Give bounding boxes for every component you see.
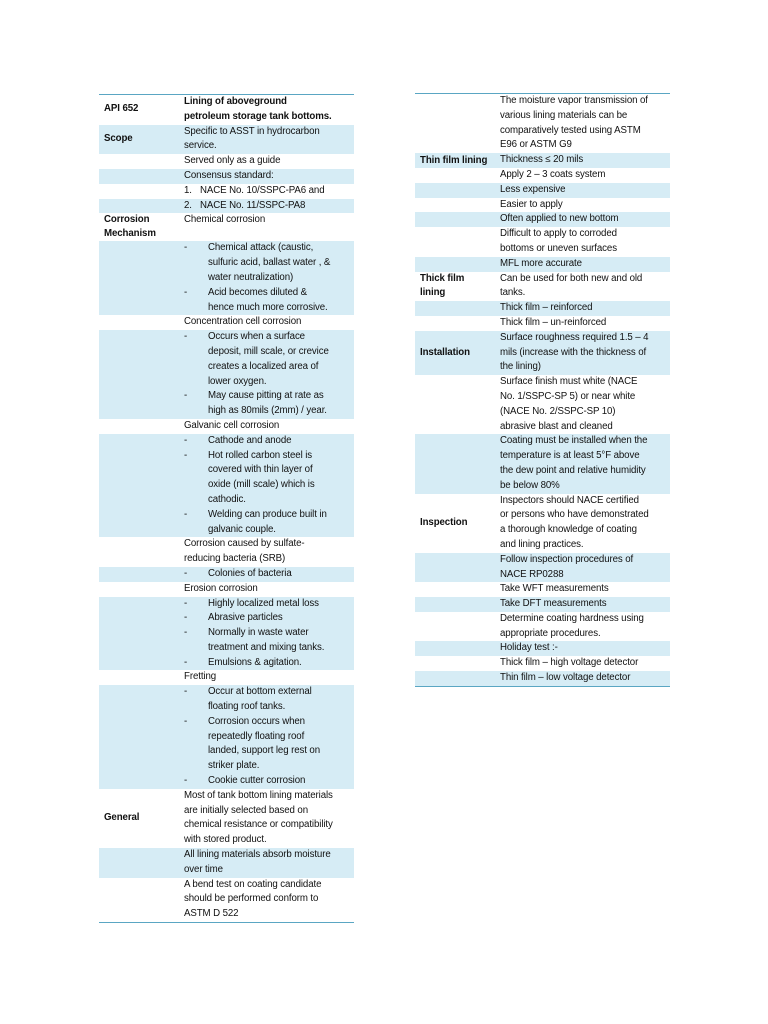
content-line: temperature is at least 5°F above [500, 450, 640, 462]
row-content [495, 168, 670, 183]
content-line: Holiday test :- [500, 642, 558, 654]
table-row [415, 94, 670, 154]
table-row [99, 95, 354, 125]
content-line: comparatively tested using ASTM [500, 124, 641, 136]
row-label [99, 199, 179, 214]
row-label [99, 315, 179, 330]
dash-bullet-item [184, 774, 351, 789]
content-line: abrasive blast and cleaned [500, 420, 613, 432]
row-content [495, 331, 670, 375]
row-content [495, 597, 670, 612]
content-line: E96 or ASTM G9 [500, 139, 572, 151]
content-line: A bend test on coating candidate [184, 878, 322, 890]
dash-marker: - [184, 286, 188, 298]
table-row [99, 169, 354, 184]
numbered-item [184, 184, 351, 199]
row-label: General [104, 812, 140, 824]
bullet-line: Cathode and anode [208, 434, 292, 446]
content-line: tanks. [500, 287, 526, 299]
content-line: MFL more accurate [500, 257, 582, 269]
table-row [99, 330, 354, 419]
bullet-line: Highly localized metal loss [208, 597, 319, 609]
table-row [99, 125, 354, 155]
table-row [415, 316, 670, 331]
table-row [415, 168, 670, 183]
table-row [415, 656, 670, 671]
table-row [99, 567, 354, 582]
content-line: Take WFT measurements [500, 583, 609, 595]
content-line: a thorough knowledge of coating [500, 524, 637, 536]
table-row [99, 154, 354, 169]
row-content [495, 553, 670, 583]
row-content [179, 419, 354, 434]
content-line: petroleum storage tank bottoms. [184, 110, 332, 122]
row-label [415, 553, 495, 583]
row-label [99, 434, 179, 538]
dash-bullet-item [184, 241, 351, 285]
table-row [415, 257, 670, 272]
bullet-line: Corrosion occurs when [208, 715, 305, 727]
row-content [179, 241, 354, 315]
bullet-line: Colonies of bacteria [208, 567, 292, 579]
dash-marker: - [184, 715, 188, 727]
row-label: Thin film lining [415, 153, 495, 168]
table-row [415, 227, 670, 257]
table-row [415, 671, 670, 686]
table-row [99, 670, 354, 685]
row-content [495, 227, 670, 257]
bullet-line: Welding can produce built in [208, 508, 327, 520]
table-row [415, 597, 670, 612]
row-label [415, 94, 495, 154]
content-line: All lining materials absorb moisture [184, 849, 331, 861]
table-row [99, 878, 354, 923]
content-line: Served only as a guide [184, 155, 281, 167]
row-content [179, 537, 354, 567]
content-line: (NACE No. 2/SSPC-SP 10) [500, 405, 616, 417]
table-row [415, 641, 670, 656]
bullet-line: creates a localized area of [208, 360, 319, 372]
content-line: and lining practices. [500, 538, 584, 550]
row-content [495, 316, 670, 331]
content-line: Thick film – un-reinforced [500, 316, 607, 328]
row-content [179, 213, 354, 241]
dash-bullet-item [184, 508, 351, 538]
bullet-line: floating roof tanks. [208, 701, 286, 713]
content-line: Apply 2 – 3 coats system [500, 168, 606, 180]
bullet-line: Normally in waste water [208, 627, 309, 639]
row-label [415, 168, 495, 183]
row-label: API 652 [104, 103, 139, 115]
table-row [415, 494, 670, 553]
row-label [415, 597, 495, 612]
table-row [415, 582, 670, 597]
row-content [495, 212, 670, 227]
content-line: appropriate procedures. [500, 627, 601, 639]
table-row [415, 553, 670, 583]
row-label [415, 671, 495, 686]
table-row [415, 153, 670, 168]
row-label [99, 597, 179, 671]
row-content [179, 95, 354, 125]
row-label [415, 257, 495, 272]
content-line: with stored product. [184, 834, 267, 846]
content-line: ASTM D 522 [184, 908, 239, 920]
content-line: Erosion corrosion [184, 582, 258, 594]
dash-marker: - [184, 449, 188, 461]
row-content [179, 315, 354, 330]
content-line: are initially selected based on [184, 804, 308, 816]
content-line: should be performed conform to [184, 893, 319, 905]
content-line: Thin film – low voltage detector [500, 672, 631, 684]
row-label [415, 212, 495, 227]
content-line: Surface finish must white (NACE [500, 376, 638, 388]
content-line: Often applied to new bottom [500, 213, 619, 225]
row-label: Corrosion Mechanism [104, 214, 156, 240]
row-content [179, 670, 354, 685]
content-line: Fretting [184, 671, 217, 683]
row-label [415, 316, 495, 331]
row-content [179, 434, 354, 538]
bullet-line: oxide (mill scale) which is [208, 479, 315, 491]
bullet-line: hence much more corrosive. [208, 301, 328, 313]
row-content [495, 183, 670, 198]
row-label [99, 537, 179, 567]
table-row [99, 434, 354, 538]
bullet-line: Cookie cutter corrosion [208, 775, 306, 787]
row-content [179, 154, 354, 169]
row-label [99, 878, 179, 923]
content-line: the lining) [500, 361, 541, 373]
right-table-body [415, 94, 670, 687]
row-content [495, 671, 670, 686]
content-line: Consensus standard: [184, 169, 274, 181]
item-number: 1. [184, 184, 192, 196]
dash-bullet-item [184, 715, 351, 774]
row-label [99, 685, 179, 789]
row-label: Scope [99, 125, 179, 155]
row-label [415, 582, 495, 597]
bullet-line: Occurs when a surface [208, 331, 305, 343]
content-line: Determine coating hardness using [500, 612, 644, 624]
row-label [415, 656, 495, 671]
table-row [99, 537, 354, 567]
row-label: Inspection [420, 517, 468, 529]
row-content [495, 272, 670, 302]
dash-marker: - [184, 434, 188, 446]
bullet-line: Hot rolled carbon steel is [208, 449, 313, 461]
row-content [495, 434, 670, 493]
row-label [99, 169, 179, 184]
dash-bullet-item [184, 597, 351, 612]
row-content [179, 169, 354, 184]
bullet-line: May cause pitting at rate as [208, 390, 324, 402]
bullet-line: deposit, mill scale, or crevice [208, 345, 329, 357]
row-content [495, 257, 670, 272]
dash-bullet-item [184, 685, 351, 715]
content-line: be below 80% [500, 479, 560, 491]
dash-bullet-item [184, 330, 351, 389]
item-number: 2. [184, 199, 192, 211]
bullet-line: repeatedly floating roof [208, 730, 305, 742]
content-line: Most of tank bottom lining materials [184, 789, 333, 801]
content-line: Corrosion caused by sulfate- [184, 538, 305, 550]
content-line: Less expensive [500, 183, 566, 195]
dash-marker: - [184, 242, 188, 254]
content-line: Inspectors should NACE certified [500, 494, 639, 506]
dash-marker: - [184, 567, 188, 579]
table-row [99, 315, 354, 330]
row-label [415, 641, 495, 656]
table-row [99, 184, 354, 199]
row-label [99, 419, 179, 434]
row-content [179, 125, 354, 155]
dash-bullet-item [184, 626, 351, 656]
row-content [179, 685, 354, 789]
row-label [415, 198, 495, 213]
table-row [415, 212, 670, 227]
content-line: over time [184, 863, 223, 875]
table-row [415, 272, 670, 302]
bullet-line: galvanic couple. [208, 523, 276, 535]
dash-bullet-item [184, 389, 351, 419]
row-content [179, 848, 354, 878]
dash-marker: - [184, 597, 188, 609]
content-line: Thick film – reinforced [500, 302, 593, 314]
content-line: Thickness ≤ 20 mils [500, 154, 584, 166]
row-content [179, 184, 354, 199]
bullet-line: striker plate. [208, 760, 260, 772]
dash-bullet-item [184, 286, 351, 316]
content-line: Specific to ASST in hydrocarbon [184, 125, 320, 137]
item-text: NACE No. 11/SSPC-PA8 [200, 199, 306, 211]
content-line: chemical resistance or compatibility [184, 819, 333, 831]
bullet-line: sulfuric acid, ballast water , & [208, 257, 331, 269]
row-label [99, 567, 179, 582]
content-line: various lining materials can be [500, 109, 628, 121]
bullet-line: Occur at bottom external [208, 686, 312, 698]
table-row [415, 183, 670, 198]
row-label [99, 848, 179, 878]
bullet-line: Acid becomes diluted & [208, 286, 308, 298]
bullet-line: Abrasive particles [208, 612, 283, 624]
table-row [99, 419, 354, 434]
row-content [179, 582, 354, 597]
row-content [495, 301, 670, 316]
row-label [415, 301, 495, 316]
table-row [415, 331, 670, 375]
content-line: reducing bacteria (SRB) [184, 553, 286, 565]
row-label [99, 241, 179, 315]
content-line: Easier to apply [500, 198, 563, 210]
content-line: Lining of aboveground [184, 96, 287, 107]
dash-bullet-item [184, 611, 351, 626]
content-line: NACE RP0288 [500, 568, 564, 580]
row-label [99, 154, 179, 169]
table-row [415, 198, 670, 213]
dash-marker: - [184, 390, 188, 402]
row-content [495, 582, 670, 597]
left-table-body [99, 95, 354, 923]
content-line: Follow inspection procedures of [500, 553, 634, 565]
bullet-line: high as 80mils (2mm) / year. [208, 405, 327, 417]
table-row [99, 213, 354, 241]
dash-marker: - [184, 775, 188, 787]
row-content [495, 198, 670, 213]
table-row [99, 685, 354, 789]
row-content [495, 656, 670, 671]
row-content [495, 375, 670, 434]
row-label [415, 183, 495, 198]
content-line: service. [184, 140, 217, 152]
bullet-line: covered with thin layer of [208, 464, 313, 476]
content-line: or persons who have demonstrated [500, 509, 649, 521]
dash-marker: - [184, 612, 188, 624]
row-content [495, 612, 670, 642]
row-label [415, 227, 495, 257]
dash-marker: - [184, 627, 188, 639]
content-line: Coating must be installed when the [500, 435, 648, 447]
row-content [495, 494, 670, 553]
table-row [99, 199, 354, 214]
row-label [415, 375, 495, 434]
row-label: Installation [415, 331, 495, 375]
row-content [179, 330, 354, 419]
dash-bullet-item [184, 434, 351, 449]
row-label: Thick film lining [420, 273, 465, 299]
bullet-line: lower oxygen. [208, 375, 267, 387]
content-line: No. 1/SSPC-SP 5) or near white [500, 390, 636, 402]
row-content [179, 878, 354, 923]
row-content [179, 597, 354, 671]
left-reference-table [99, 94, 354, 923]
dash-marker: - [184, 331, 188, 343]
table-row [99, 597, 354, 671]
table-row [99, 789, 354, 848]
table-row [415, 612, 670, 642]
content-line: Concentration cell corrosion [184, 316, 302, 328]
bullet-line: water neutralization) [208, 271, 294, 283]
table-row [415, 375, 670, 434]
content-line: The moisture vapor transmission of [500, 95, 648, 106]
numbered-item [184, 199, 351, 214]
content-line: Galvanic cell corrosion [184, 419, 280, 431]
content-line: the dew point and relative humidity [500, 464, 646, 476]
bullet-line: cathodic. [208, 493, 246, 505]
row-label [99, 582, 179, 597]
bullet-line: Chemical attack (caustic, [208, 242, 314, 254]
item-text: NACE No. 10/SSPC-PA6 and [200, 184, 325, 196]
row-label [415, 434, 495, 493]
row-label [415, 612, 495, 642]
dash-marker: - [184, 508, 188, 520]
row-content [495, 94, 670, 154]
row-label [99, 330, 179, 419]
dash-bullet-item [184, 567, 351, 582]
dash-bullet-item [184, 449, 351, 508]
table-row [415, 434, 670, 493]
row-content [179, 567, 354, 582]
right-reference-table [415, 93, 670, 687]
content-line: Surface roughness required 1.5 – 4 [500, 331, 649, 343]
dash-bullet-item [184, 656, 351, 671]
content-line: Thick film – high voltage detector [500, 657, 639, 669]
row-content [179, 199, 354, 214]
dash-marker: - [184, 686, 188, 698]
table-row [99, 848, 354, 878]
content-line: Can be used for both new and old [500, 272, 643, 284]
row-content [495, 153, 670, 168]
table-row [415, 301, 670, 316]
dash-marker: - [184, 656, 188, 668]
content-line: mils (increase with the thickness of [500, 346, 647, 358]
row-content [179, 789, 354, 848]
content-line: Take DFT measurements [500, 598, 607, 610]
table-row [99, 582, 354, 597]
bullet-line: treatment and mixing tanks. [208, 641, 325, 653]
table-row [99, 241, 354, 315]
bullet-line: Emulsions & agitation. [208, 656, 302, 668]
bullet-line: landed, support leg rest on [208, 745, 321, 757]
content-line: Difficult to apply to corroded [500, 228, 617, 240]
content-line: bottoms or uneven surfaces [500, 242, 617, 254]
row-label [99, 670, 179, 685]
row-label [99, 184, 179, 199]
row-content [495, 641, 670, 656]
content-line: Chemical corrosion [184, 214, 266, 226]
